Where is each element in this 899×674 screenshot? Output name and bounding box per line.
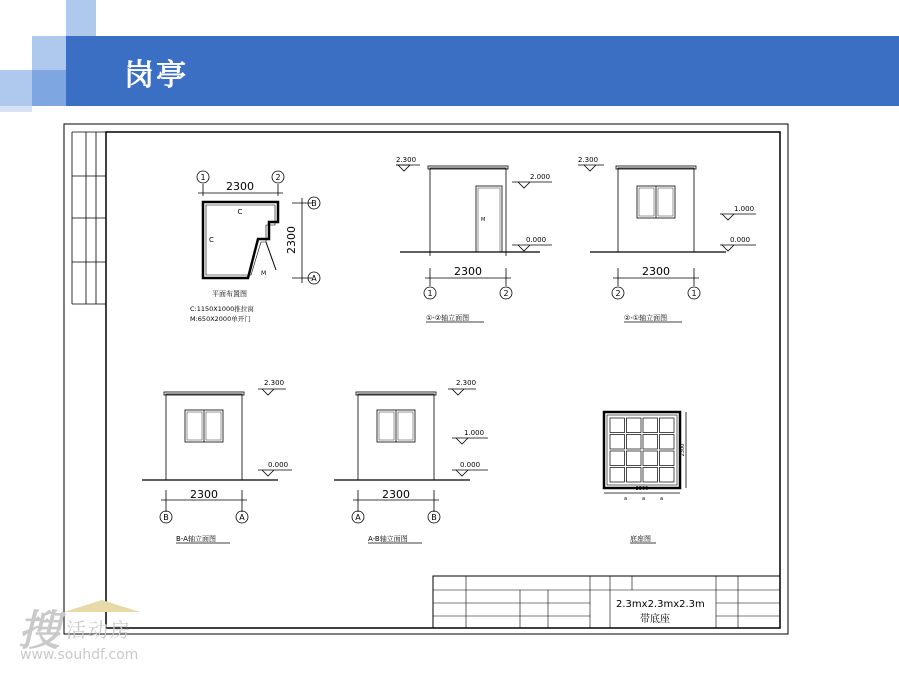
svg-text:B: B <box>163 513 169 522</box>
svg-text:a: a <box>624 496 628 502</box>
watermark-logo-char: 搜 <box>18 606 61 655</box>
svg-text:A: A <box>355 513 361 522</box>
svg-text:C: C <box>237 208 243 216</box>
base-grid-cell <box>660 468 675 483</box>
base-grid-cell <box>643 418 658 433</box>
base-grid-cell <box>610 418 625 433</box>
base-grid-cell <box>610 451 625 466</box>
svg-text:a: a <box>642 496 646 502</box>
elevation-title: B-A轴立面图 <box>176 535 216 543</box>
sheet-frame-outer <box>64 124 788 634</box>
plan-dim-width: 2300 <box>226 180 254 193</box>
base-grid-cell <box>660 451 675 466</box>
elevation-1-2 <box>396 156 552 322</box>
titleblock-spec: 2.3mx2.3mx2.3m <box>616 599 705 610</box>
base-grid-cell <box>660 418 675 433</box>
base-grid-cell <box>643 468 658 483</box>
svg-text:2.300: 2.300 <box>456 379 477 387</box>
axis-label: 2 <box>275 173 281 182</box>
svg-text:2300: 2300 <box>382 488 410 501</box>
svg-text:0.000: 0.000 <box>730 236 751 244</box>
svg-text:2300: 2300 <box>454 265 482 278</box>
title-block <box>433 576 780 628</box>
elevation-title: A-B轴立面图 <box>368 535 408 543</box>
titleblock-name: 带底座 <box>640 614 670 625</box>
svg-text:2.300: 2.300 <box>578 156 599 164</box>
base-title: 底座图 <box>630 535 651 543</box>
base-grid-cell <box>610 435 625 450</box>
base-plan <box>604 412 686 543</box>
svg-text:C: C <box>209 236 214 244</box>
svg-text:0.000: 0.000 <box>460 461 481 469</box>
svg-text:1.000: 1.000 <box>734 205 755 213</box>
plan-title: 平面布置图 <box>212 290 247 298</box>
svg-text:2300: 2300 <box>642 265 670 278</box>
sheet-frame-inner <box>106 132 780 628</box>
svg-text:2300: 2300 <box>680 443 686 457</box>
watermark-roof-icon <box>64 600 140 612</box>
svg-text:2300: 2300 <box>190 488 218 501</box>
svg-text:1: 1 <box>691 289 697 298</box>
axis-label: 1 <box>200 173 206 182</box>
slide-title: 岗亭 <box>124 58 188 93</box>
svg-text:2300: 2300 <box>635 486 649 492</box>
svg-text:0.000: 0.000 <box>268 461 289 469</box>
elevation-2-1 <box>578 156 756 322</box>
svg-text:B: B <box>431 513 437 522</box>
base-grid-cell <box>643 435 658 450</box>
svg-text:B: B <box>311 199 317 208</box>
plan-note: M:650X2000单开门 <box>190 315 251 323</box>
watermark-logo-text: 活动房 <box>66 618 132 642</box>
base-grid-cell <box>627 418 642 433</box>
svg-text:a: a <box>660 496 664 502</box>
base-grid-cell <box>627 451 642 466</box>
door <box>476 186 502 252</box>
svg-text:2.000: 2.000 <box>530 173 551 181</box>
elevation-b-a <box>142 379 292 543</box>
base-grid-cell <box>610 468 625 483</box>
base-grid-cell <box>643 451 658 466</box>
plan-dim-depth: 2300 <box>285 226 298 254</box>
elevation-a-b <box>334 379 488 543</box>
elevation-title: ①-②轴立面图 <box>426 314 470 322</box>
svg-text:2: 2 <box>503 289 509 298</box>
watermark-url: www.souhdf.com <box>20 647 139 663</box>
svg-text:2.300: 2.300 <box>264 379 285 387</box>
svg-text:M: M <box>481 217 486 223</box>
svg-text:A: A <box>239 513 245 522</box>
svg-text:2.300: 2.300 <box>396 156 417 164</box>
base-grid-cell <box>627 468 642 483</box>
elevation-title: ②-①轴立面图 <box>624 314 668 322</box>
svg-text:M: M <box>261 270 267 277</box>
base-grid-cells <box>610 418 674 482</box>
base-grid-cell <box>627 435 642 450</box>
base-grid-cell <box>660 435 675 450</box>
svg-text:1.000: 1.000 <box>464 429 485 437</box>
svg-text:2: 2 <box>615 289 621 298</box>
plan-view <box>190 171 320 323</box>
svg-text:1: 1 <box>427 289 433 298</box>
plan-note: C:1150X1000推拉窗 <box>190 305 254 313</box>
svg-text:0.000: 0.000 <box>526 236 547 244</box>
svg-text:A: A <box>311 274 317 283</box>
